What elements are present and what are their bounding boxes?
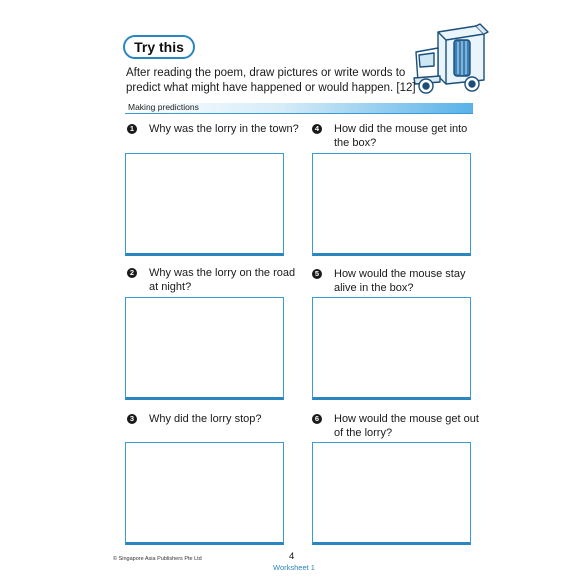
section-banner xyxy=(125,103,473,114)
answer-box-5[interactable] xyxy=(312,297,471,400)
question-text: How would the mouse get out of the lorry? xyxy=(334,413,479,439)
try-this-title: Try this xyxy=(123,35,195,59)
instructions: After reading the poem, draw pictures or write words to predict what might have happened or would happen. [12] xyxy=(126,67,416,94)
question-number: 2 xyxy=(127,268,137,278)
question-text: Why did the lorry stop? xyxy=(149,413,262,425)
section-label: Making predictions xyxy=(128,102,199,112)
question-text: Why was the lorry on the road at night? xyxy=(149,267,296,293)
answer-box-6[interactable] xyxy=(312,442,471,545)
question-text: How did the mouse get into the box? xyxy=(334,123,468,149)
question-text: How would the mouse stay alive in the box? xyxy=(334,268,466,294)
question-number: 4 xyxy=(312,124,322,134)
answer-box-4[interactable] xyxy=(312,153,471,256)
question-number: 5 xyxy=(312,269,322,279)
copyright-text: © Singapore Asia Publishers Pte Ltd xyxy=(113,556,202,562)
question-number: 1 xyxy=(127,124,137,134)
answer-box-3[interactable] xyxy=(125,442,284,545)
question-number: 3 xyxy=(127,414,137,424)
worksheet-label: Worksheet 1 xyxy=(273,563,315,572)
question-text: Why was the lorry in the town? xyxy=(149,123,299,135)
answer-box-1[interactable] xyxy=(125,153,284,256)
page-number: 4 xyxy=(289,551,295,562)
answer-box-2[interactable] xyxy=(125,297,284,400)
question-number: 6 xyxy=(312,414,322,424)
